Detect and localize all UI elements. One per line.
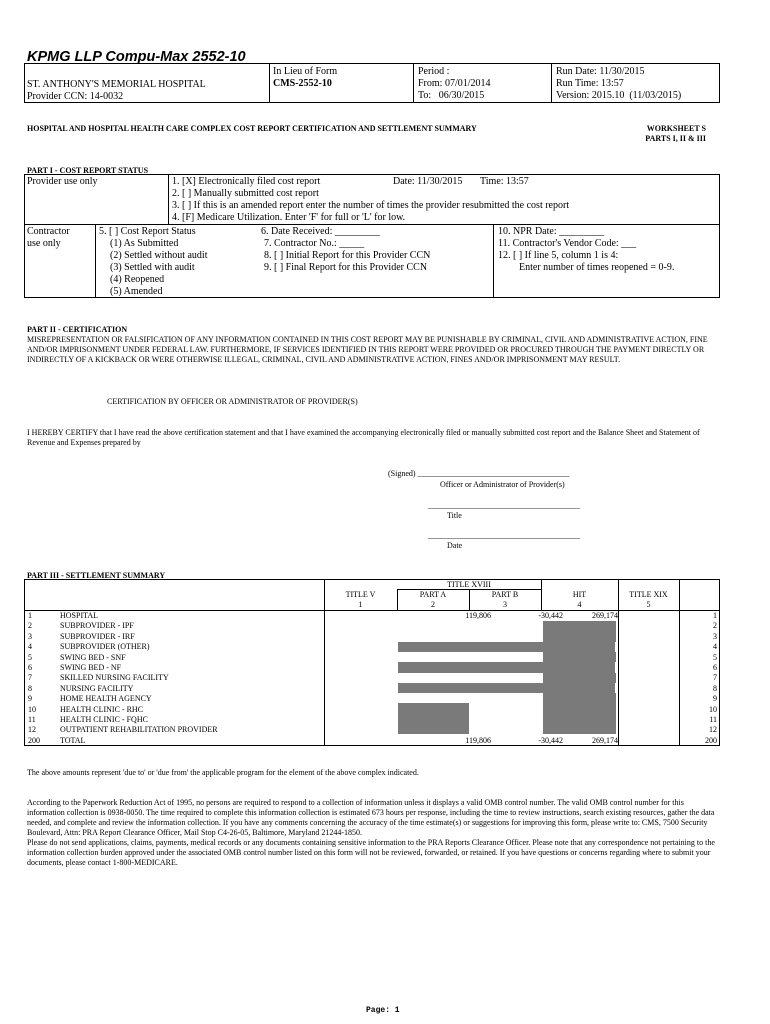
table-row <box>24 725 720 735</box>
row-end-number: 4 <box>713 642 717 652</box>
row-label: TOTAL <box>60 735 86 745</box>
date-line: ______________________________________ <box>428 531 580 540</box>
row-line-number: 12 <box>28 725 36 735</box>
contractor-use-label: use only <box>27 238 61 249</box>
contractor-line8: 8. [ ] Initial Report for this Provider CCN <box>264 250 431 261</box>
period-label: Period : <box>418 66 450 77</box>
lieu-of-form-label: In Lieu of Form <box>273 66 338 77</box>
row-label: HEALTH CLINIC - RHC <box>60 704 144 714</box>
contractor-line5-opt: (3) Settled with audit <box>110 262 195 273</box>
row-label: SUBPROVIDER - IRF <box>60 631 135 641</box>
contractor-line11: 11. Contractor's Vendor Code: ___ <box>498 238 637 249</box>
col-title-xix: TITLE XIX <box>629 590 668 599</box>
row-label: HOSPITAL <box>60 611 99 620</box>
table-row <box>24 611 720 621</box>
row-label: SKILLED NURSING FACILITY <box>60 673 169 683</box>
contractor-line12b: Enter number of times reopened = 0-9. <box>519 262 675 273</box>
row-label: HEALTH CLINIC - FQHC <box>60 715 148 724</box>
row-end-number: 7 <box>713 673 717 683</box>
row-end-number: 3 <box>713 631 717 641</box>
date-caption: Date <box>447 541 463 550</box>
table-row <box>24 642 720 652</box>
part1-divider <box>168 174 169 224</box>
table-row <box>24 673 720 683</box>
col-title-xviii: TITLE XVIII <box>447 580 491 589</box>
status-line1-date: Date: 11/30/2015 <box>393 176 463 187</box>
provider-ccn: Provider CCN: 14-0032 <box>27 91 124 102</box>
row-line-number: 9 <box>28 694 32 704</box>
contractor-line5-opt: (5) Amended <box>110 286 163 297</box>
part1-divider <box>95 224 96 298</box>
table-row <box>24 663 720 673</box>
contractor-line7: 7. Contractor No.: _____ <box>264 238 365 249</box>
col-number: 4 <box>577 600 582 609</box>
row-part-a: 119,806 <box>465 735 491 745</box>
page-number: Page: 1 <box>366 1006 400 1015</box>
table-row <box>24 684 720 694</box>
row-line-number: 8 <box>28 683 32 693</box>
signature-caption: Officer or Administrator of Provider(s) <box>440 480 565 489</box>
row-line-number: 7 <box>28 673 32 683</box>
certification-heading: CERTIFICATION BY OFFICER OR ADMINISTRATOR OF PROVIDER(S) <box>107 397 358 406</box>
row-label: SUBPROVIDER - IPF <box>60 621 134 631</box>
row-label: SUBPROVIDER (OTHER) <box>60 642 150 652</box>
row-line-number: 4 <box>28 642 32 652</box>
row-line-number: 200 <box>28 735 40 745</box>
row-end-number: 11 <box>709 715 717 724</box>
row-label: SWING BED - SNF <box>60 652 126 662</box>
paperwork-notice: According to the Paperwork Reduction Act of 1995, no persons are required to respond to a collection of information unless it displays a valid OMB control number. The valid OMB control number for this information collection is 0938-0050. The time required to complete this information collection is estimated 673 hours per response, including the time to review instructions, search existing resources, gather the data needed, and complete and review the information collection. If you have any comments concerning the accuracy of the time estimate(s) or suggestions for improving this form, please write to: CMS, 7500 Security Boulevard, Attn: PRA Report Clearance Officer, Mail Stop C4-26-05, Baltimore, Maryland 21244-1850. <box>27 798 715 837</box>
row-end-number: 9 <box>713 694 717 704</box>
col-hit: HIT <box>572 590 587 599</box>
certification-text: I HEREBY CERTIFY that I have read the above certification statement and that I have examined the accompanying electronically filed or manually submitted cost report and the Balance Sheet and Statement of Revenue and Expenses prepared by <box>27 428 700 447</box>
provider-use-label: Provider use only <box>27 176 98 187</box>
run-time: Run Time: 13:57 <box>556 78 624 89</box>
row-end-number: 1 <box>713 611 717 620</box>
table-row <box>24 653 720 663</box>
row-part-b: -30,442 <box>538 611 563 620</box>
document-heading: HOSPITAL AND HOSPITAL HEALTH CARE COMPLEX COST REPORT CERTIFICATION AND SETTLEMENT SUMMARY <box>27 124 477 133</box>
status-line1: 1. [X] Electronically filed cost report <box>172 176 321 187</box>
parts-label: PARTS I, II & III <box>645 134 706 143</box>
version: Version: 2015.10 (11/03/2015) <box>556 90 682 101</box>
contractor-line6: 6. Date Received: _________ <box>261 226 380 237</box>
report-title: KPMG LLP Compu-Max 2552-10 <box>27 49 246 65</box>
row-end-number: 5 <box>713 652 717 662</box>
part3-title: PART III - SETTLEMENT SUMMARY <box>27 571 166 580</box>
contractor-line5-opt: (2) Settled without audit <box>110 250 208 261</box>
row-line-number: 10 <box>28 704 36 714</box>
title-line: ______________________________________ <box>428 501 580 510</box>
table-row <box>24 694 720 704</box>
row-line-number: 5 <box>28 652 32 662</box>
row-label: NURSING FACILITY <box>60 683 134 693</box>
part2-title: PART II - CERTIFICATION <box>27 325 128 334</box>
run-date: Run Date: 11/30/2015 <box>556 66 645 77</box>
title-caption: Title <box>447 511 462 520</box>
contractor-line12: 12. [ ] If line 5, column 1 is 4: <box>498 250 619 261</box>
row-end-number: 8 <box>713 683 717 693</box>
paperwork-notice-2: Please do not send applications, claims, payments, medical records or any documents containing sensitive information to the PRA Reports Clearance Officer. Please note that any correspondence not pertaining to the information collection burden approved under the associated OMB control number listed on this form will not be reviewed, forwarded, or retained. If you have questions or concerns regarding where to submit your documents, please contact 1-800-MEDICARE. <box>27 838 715 867</box>
row-part-b: -30,442 <box>538 735 563 745</box>
header-divider <box>269 63 270 103</box>
header-divider <box>551 63 552 103</box>
worksheet-label: WORKSHEET S <box>646 124 706 133</box>
contractor-line5: 5. [ ] Cost Report Status <box>99 226 196 237</box>
row-end-number: 12 <box>709 725 717 735</box>
row-label: OUTPATIENT REHABILITATION PROVIDER <box>60 725 218 735</box>
hospital-name: ST. ANTHONY'S MEMORIAL HOSPITAL <box>27 79 206 90</box>
row-end-number: 6 <box>713 663 717 672</box>
contractor-line5-opt: (1) As Submitted <box>110 238 179 249</box>
part1-title: PART I - COST REPORT STATUS <box>27 166 149 175</box>
row-end-number: 10 <box>709 704 717 714</box>
period-to: To: 06/30/2015 <box>418 90 485 101</box>
row-line-number: 2 <box>28 621 32 631</box>
period-from: From: 07/01/2014 <box>418 78 491 89</box>
row-line-number: 11 <box>28 715 36 724</box>
contractor-line9: 9. [ ] Final Report for this Provider CCN <box>264 262 428 273</box>
row-label: SWING BED - NF <box>60 663 122 672</box>
row-end-number: 200 <box>705 735 717 745</box>
form-number: CMS-2552-10 <box>273 78 332 89</box>
header-divider <box>413 63 414 103</box>
contractor-line10: 10. NPR Date: _________ <box>498 226 605 237</box>
certification-warning: MISREPRESENTATION OR FALSIFICATION OF ANY INFORMATION CONTAINED IN THIS COST REPORT MAY BE PUNISHABLE BY CRIMINAL, CIVIL AND ADMINISTRATIVE ACTION, FINE AND/OR IMPRISONMENT UNDER FEDERAL LAW. FURTHERMORE, IF SERVICES IDENTIFIED IN THIS REPORT WERE PROVIDED OR PROCURED THROUGH THE PAYMENT DIRECTLY OR INDIRECTLY OF A KICKBACK OR WERE OTHERWISE ILLEGAL, CRIMINAL, CIVIL AND ADMINISTRATIVE ACTION, FINES AND/OR IMPRISONMENT MAY RESULT. <box>27 335 708 364</box>
row-hit: 269,174 <box>592 611 618 620</box>
status-line4: 4. [F] Medicare Utilization. Enter 'F' for full or 'L' for low. <box>172 212 406 223</box>
col-part-b: PART B <box>491 590 519 599</box>
status-line1-time: Time: 13:57 <box>480 176 529 187</box>
signature-line: (Signed) ______________________________________ <box>388 469 570 478</box>
status-line2: 2. [ ] Manually submitted cost report <box>172 188 319 199</box>
settlement-note: The above amounts represent 'due to' or 'due from' the applicable program for the element of the above complex indicated. <box>27 768 419 777</box>
row-line-number: 3 <box>28 631 32 641</box>
row-hit: 269,174 <box>592 735 618 745</box>
contractor-line5-opt: (4) Reopened <box>110 274 165 285</box>
col-number: 5 <box>646 600 651 609</box>
table-row <box>24 715 720 725</box>
col-number: 2 <box>431 600 435 609</box>
row-label: HOME HEALTH AGENCY <box>60 694 152 704</box>
contractor-use-label: Contractor <box>27 226 70 237</box>
table-row <box>24 736 720 746</box>
table-row <box>24 632 720 642</box>
row-line-number: 6 <box>28 663 32 672</box>
part1-divider <box>493 224 494 298</box>
row-part-a: 119,806 <box>465 611 491 620</box>
table-row <box>24 621 720 631</box>
col-title-v: TITLE V <box>345 590 376 599</box>
row-end-number: 2 <box>713 621 717 631</box>
table-row <box>24 705 720 715</box>
col-number: 3 <box>503 600 507 609</box>
row-line-number: 1 <box>28 611 32 620</box>
col-part-a: PART A <box>419 590 447 599</box>
status-line3: 3. [ ] If this is an amended report enter the number of times the provider resubmitted the cost report <box>172 200 570 211</box>
col-number: 1 <box>358 600 363 609</box>
